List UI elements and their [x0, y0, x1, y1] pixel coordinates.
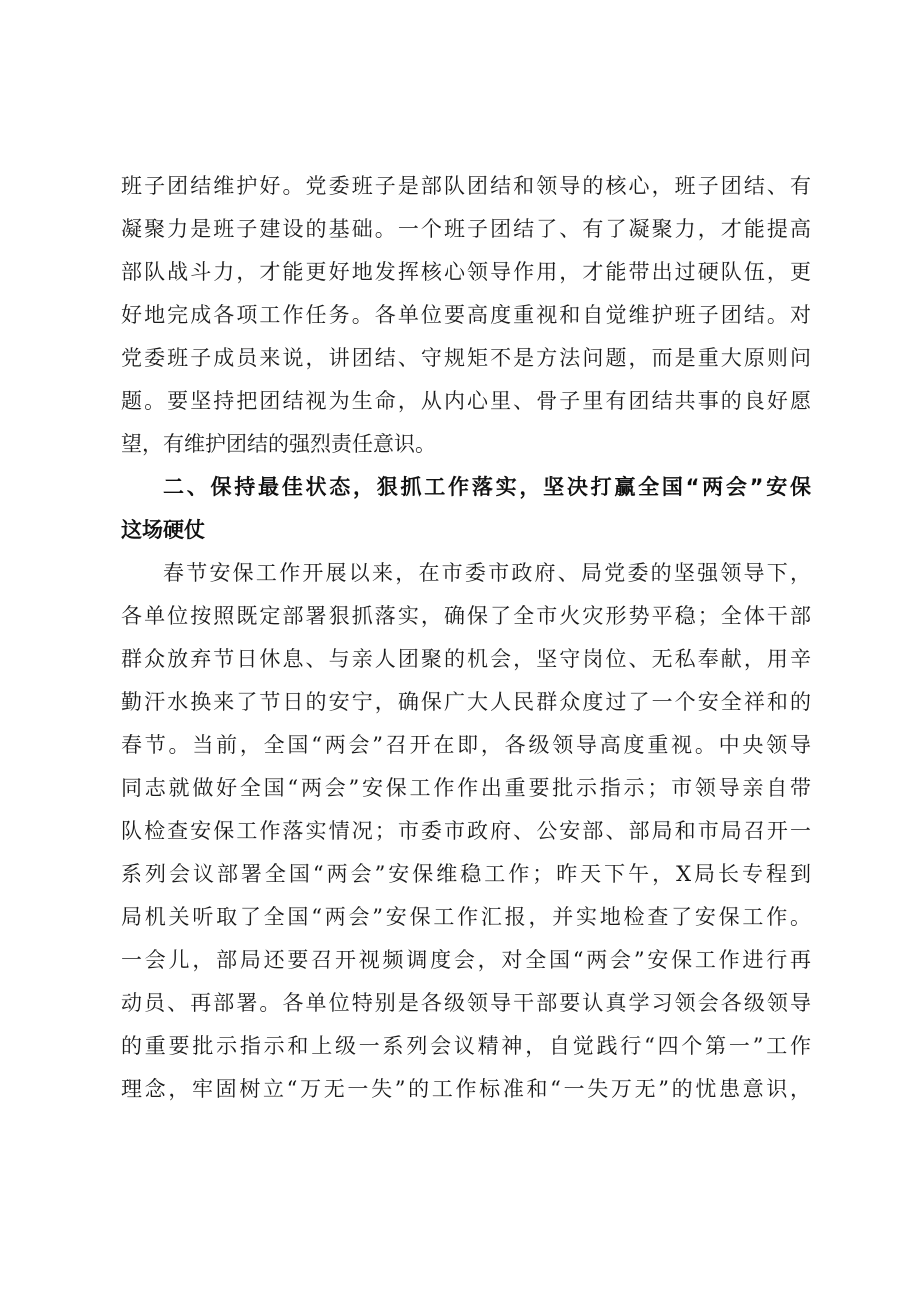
- section-heading-line-2: 这场硬仗: [121, 518, 205, 542]
- paragraph2-line-4: 勤汗水换来了节日的安宁，确保广大人民群众度过了一个安全祥和的: [121, 690, 811, 714]
- paragraph2-line-9: 局机关听取了全国“两会”安保工作汇报，并实地检查了安保工作。: [121, 905, 811, 929]
- paragraph1-line-6: 题。要坚持把团结视为生命，从内心里、骨子里有团结共事的良好愿: [121, 389, 811, 413]
- paragraph2-line-5: 春节。当前，全国“两会”召开在即，各级领导高度重视。中央领导: [121, 733, 811, 757]
- paragraph2-line-12: 的重要批示指示和上级一系列会议精神，自觉践行“四个第一”工作: [121, 1034, 811, 1058]
- paragraph2-line-7: 队检查安保工作落实情况；市委市政府、公安部、部局和市局召开一: [121, 819, 811, 843]
- paragraph2-line-3: 群众放弃节日休息、与亲人团聚的机会，坚守岗位、无私奉献，用辛: [121, 647, 811, 671]
- paragraph2-line-11: 动员、再部署。各单位特别是各级领导干部要认真学习领会各级领导: [121, 991, 811, 1015]
- paragraph1-line-3: 部队战斗力，才能更好地发挥核心领导作用，才能带出过硬队伍，更: [121, 260, 811, 284]
- paragraph2-line-8: 系列会议部署全国“两会”安保维稳工作；昨天下午，X局长专程到: [121, 862, 811, 886]
- paragraph2-line-13: 理念，牢固树立“万无一失”的工作标准和“一失万无”的忧患意识，: [121, 1077, 811, 1101]
- paragraph1-line-2: 凝聚力是班子建设的基础。一个班子团结了、有了凝聚力，才能提高: [121, 217, 811, 241]
- paragraph1-line-7: 望，有维护团结的强烈责任意识。: [121, 432, 436, 456]
- paragraph1-line-5: 党委班子成员来说，讲团结、守规矩不是方法问题，而是重大原则问: [121, 346, 811, 370]
- section-heading-line-1: 二、保持最佳状态，狠抓工作落实，坚决打赢全国“两会”安保: [163, 475, 811, 499]
- paragraph2-line-2: 各单位按照既定部署狠抓落实，确保了全市火灾形势平稳；全体干部: [121, 604, 811, 628]
- paragraph1-line-4: 好地完成各项工作任务。各单位要高度重视和自觉维护班子团结。对: [121, 303, 811, 327]
- paragraph2-line-6: 同志就做好全国“两会”安保工作作出重要批示指示；市领导亲自带: [121, 776, 811, 800]
- paragraph2-line-10: 一会儿，部局还要召开视频调度会，对全国“两会”安保工作进行再: [121, 948, 811, 972]
- paragraph2-line-1: 春节安保工作开展以来，在市委市政府、局党委的坚强领导下，: [163, 561, 811, 585]
- paragraph1-line-1: 班子团结维护好。党委班子是部队团结和领导的核心，班子团结、有: [121, 174, 811, 198]
